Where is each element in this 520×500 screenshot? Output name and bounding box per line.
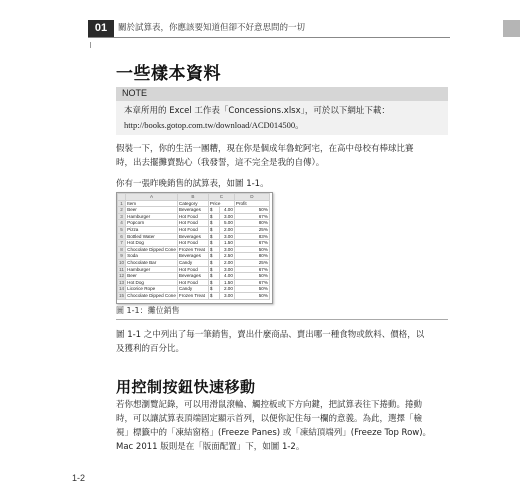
profit-cell[interactable]: 25% xyxy=(234,259,269,266)
item-cell[interactable]: Bottled Water xyxy=(126,233,178,240)
profit-cell[interactable]: 50% xyxy=(234,273,269,280)
category-cell[interactable]: Hot Food xyxy=(177,279,208,286)
table-row xyxy=(118,259,270,266)
row-number[interactable]: 4 xyxy=(118,220,126,227)
note-box xyxy=(116,101,448,135)
row-number[interactable]: 12 xyxy=(119,273,125,279)
header-cell[interactable]: Item xyxy=(126,200,178,207)
paragraph-line: 及獲利的百分比。 xyxy=(116,344,185,354)
note-label: NOTE xyxy=(122,88,148,98)
paragraph-line: 你有一張昨晚銷售的試算表，如圖 1-1。 xyxy=(116,179,269,189)
currency-cell[interactable]: $ xyxy=(208,240,219,247)
category-cell[interactable]: Candy xyxy=(177,259,208,266)
profit-cell[interactable]: 50% xyxy=(234,246,269,253)
price-cell[interactable]: 3.00 xyxy=(219,292,234,299)
category-cell[interactable]: Candy xyxy=(177,286,208,293)
price-cell[interactable]: 3.00 xyxy=(219,246,234,253)
price-cell[interactable]: 1.50 xyxy=(219,279,234,286)
table-row xyxy=(118,226,270,233)
item-cell[interactable]: Beer xyxy=(126,207,178,214)
profit-cell[interactable]: 50% xyxy=(234,292,269,299)
table-row xyxy=(118,213,270,220)
currency-cell[interactable]: $ xyxy=(208,286,219,293)
note-text: 本章所用的 Excel 工作表「Concessions.xlsx」，可於以下網址下載： xyxy=(124,106,390,116)
table-header-row xyxy=(118,200,270,207)
row-number[interactable]: 8 xyxy=(118,246,126,253)
category-cell[interactable]: Hot Food xyxy=(177,220,208,227)
spreadsheet-figure xyxy=(116,192,273,304)
profit-cell[interactable]: 67% xyxy=(234,240,269,247)
price-cell[interactable]: 4.00 xyxy=(219,207,234,214)
row-number[interactable]: 10 xyxy=(119,259,125,265)
paragraph-line: 圖 1-1 之中列出了每一筆銷售，賣出什麼商品、賣出哪一種食物或飲料、價格，以 xyxy=(116,330,425,340)
item-cell[interactable]: Licorice Rope xyxy=(126,286,178,293)
price-cell[interactable]: 2.00 xyxy=(219,226,234,233)
price-cell[interactable]: 3.00 xyxy=(219,233,234,240)
caption-rule xyxy=(116,319,448,320)
category-cell[interactable]: Hot Food xyxy=(177,226,208,233)
header-cell[interactable]: Category xyxy=(177,200,208,207)
paragraph-line: Mac 2011 版則是在「版面配置」下，如圖 1-2。 xyxy=(116,442,305,452)
price-cell[interactable]: 4.00 xyxy=(219,273,234,280)
item-cell[interactable]: Hot Dog xyxy=(126,240,178,247)
column-header[interactable]: D xyxy=(234,194,269,201)
header-cell[interactable]: Price xyxy=(208,200,234,207)
profit-cell[interactable]: 25% xyxy=(234,226,269,233)
row-number[interactable]: 2 xyxy=(118,207,126,214)
currency-cell[interactable]: $ xyxy=(208,279,219,286)
table-row xyxy=(118,207,270,214)
profit-cell[interactable]: 80% xyxy=(234,220,269,227)
paragraph-line: 若你想瀏覽記錄，可以用滑鼠滾輪、觸控板或下方向鍵，把試算表往下捲動。捲動 xyxy=(116,400,423,410)
spreadsheet-table xyxy=(117,193,270,300)
margin-tick xyxy=(90,42,91,48)
category-cell[interactable]: Hot Food xyxy=(177,213,208,220)
profit-cell[interactable]: 67% xyxy=(234,266,269,273)
currency-cell[interactable]: $ xyxy=(208,273,219,280)
category-cell[interactable]: Beverages xyxy=(177,273,208,280)
currency-cell[interactable]: $ xyxy=(208,253,219,260)
table-row xyxy=(118,273,270,280)
profit-cell[interactable]: 67% xyxy=(234,279,269,286)
item-cell[interactable]: Hamburger xyxy=(126,213,178,220)
currency-cell[interactable]: $ xyxy=(208,220,219,227)
profit-cell[interactable]: 50% xyxy=(234,286,269,293)
row-number[interactable]: 6 xyxy=(118,233,126,240)
currency-cell[interactable]: $ xyxy=(208,259,219,266)
currency-cell[interactable]: $ xyxy=(208,246,219,253)
row-number[interactable]: 14 xyxy=(119,286,125,292)
chapter-title: 關於試算表，你應該要知道但卻不好意思問的一切 xyxy=(118,23,306,33)
item-cell[interactable]: Pizza xyxy=(126,226,178,233)
item-cell[interactable]: Hamburger xyxy=(126,266,178,273)
price-cell[interactable]: 3.00 xyxy=(219,213,234,220)
currency-cell[interactable]: $ xyxy=(208,213,219,220)
price-cell[interactable]: 2.50 xyxy=(219,253,234,260)
item-cell[interactable]: Soda xyxy=(126,253,178,260)
category-cell[interactable]: Hot Food xyxy=(177,240,208,247)
chapter-number: 01 xyxy=(88,20,114,37)
section-title: 一些樣本資料 xyxy=(116,64,221,84)
item-cell[interactable]: Chocolate Bar xyxy=(126,259,178,266)
table-row xyxy=(118,246,270,253)
column-header[interactable]: B xyxy=(177,194,208,201)
price-cell[interactable]: 1.50 xyxy=(219,240,234,247)
row-number[interactable]: 11 xyxy=(119,266,124,272)
column-header[interactable] xyxy=(118,194,126,201)
note-header xyxy=(116,87,448,101)
category-cell[interactable]: Beverages xyxy=(177,207,208,214)
item-cell[interactable]: Chocolate Dipped Cone xyxy=(127,292,176,298)
item-cell[interactable]: Hot Dog xyxy=(126,279,178,286)
profit-cell[interactable]: 67% xyxy=(234,213,269,220)
price-cell[interactable]: 3.00 xyxy=(219,266,234,273)
header-cell[interactable]: Profit xyxy=(234,200,269,207)
row-number[interactable]: 15 xyxy=(119,292,125,298)
paragraph-line: 時，可以讓試算表頂端固定顯示首列，以便你記住每一欄的意義。為此，選擇「檢 xyxy=(116,414,423,424)
item-cell[interactable]: Beer xyxy=(126,273,178,280)
category-cell[interactable]: Beverages xyxy=(177,253,208,260)
item-cell[interactable]: Chocolate Dipped Cone xyxy=(127,246,176,252)
paragraph-line: 視」標籤中的「凍結窗格」(Freeze Panes) 或「凍結頂端列」(Freeze Top Row)。 xyxy=(116,428,432,438)
currency-cell[interactable]: $ xyxy=(208,207,219,214)
section-title: 用控制按鈕快速移動 xyxy=(116,378,256,396)
note-url: http://books.gotop.com.tw/download/ACD014500。 xyxy=(124,120,304,130)
category-cell[interactable]: Frozen Treat xyxy=(177,292,208,299)
profit-cell[interactable]: 80% xyxy=(234,253,269,260)
table-row xyxy=(118,279,270,286)
currency-cell[interactable]: $ xyxy=(208,292,219,299)
category-cell[interactable]: Beverages xyxy=(177,233,208,240)
price-cell[interactable]: 2.00 xyxy=(219,286,234,293)
category-cell[interactable]: Frozen Treat xyxy=(177,246,208,253)
currency-cell[interactable]: $ xyxy=(208,226,219,233)
table-row xyxy=(118,220,270,227)
table-row xyxy=(118,253,270,260)
table-row xyxy=(118,266,270,273)
column-header[interactable]: A xyxy=(126,194,178,201)
table-row xyxy=(118,233,270,240)
paragraph-line: 時，出去擺攤賣點心（我發誓，這不完全是我的自傳）。 xyxy=(116,158,325,168)
row-number[interactable]: 3 xyxy=(118,213,126,220)
item-cell[interactable]: Popcorn xyxy=(126,220,178,227)
row-number[interactable]: 1 xyxy=(118,200,126,207)
profit-cell[interactable]: 83% xyxy=(234,233,269,240)
currency-cell[interactable]: $ xyxy=(208,266,219,273)
price-cell[interactable]: 5.00 xyxy=(219,220,234,227)
row-number[interactable]: 13 xyxy=(119,279,125,285)
profit-cell[interactable]: 50% xyxy=(234,207,269,214)
row-number[interactable]: 7 xyxy=(118,240,126,247)
price-cell[interactable]: 2.00 xyxy=(219,259,234,266)
table-row xyxy=(118,240,270,247)
paragraph-line: 假裝一下，你的生活一團糟，現在你是個成年魯蛇阿宅，在高中母校有棒球比賽 xyxy=(116,144,414,154)
column-header[interactable]: C xyxy=(208,194,234,201)
column-header-row xyxy=(118,194,270,201)
table-row xyxy=(118,292,270,299)
row-number[interactable]: 9 xyxy=(118,253,126,260)
row-number[interactable]: 5 xyxy=(118,226,126,233)
currency-cell[interactable]: $ xyxy=(208,233,219,240)
figure-caption: 圖 1-1：攤位銷售 xyxy=(116,306,180,315)
header-tab-marker xyxy=(503,20,520,37)
page-number: 1-2 xyxy=(72,473,86,483)
table-row xyxy=(118,286,270,293)
category-cell[interactable]: Hot Food xyxy=(177,266,208,273)
header-rule xyxy=(88,37,450,38)
